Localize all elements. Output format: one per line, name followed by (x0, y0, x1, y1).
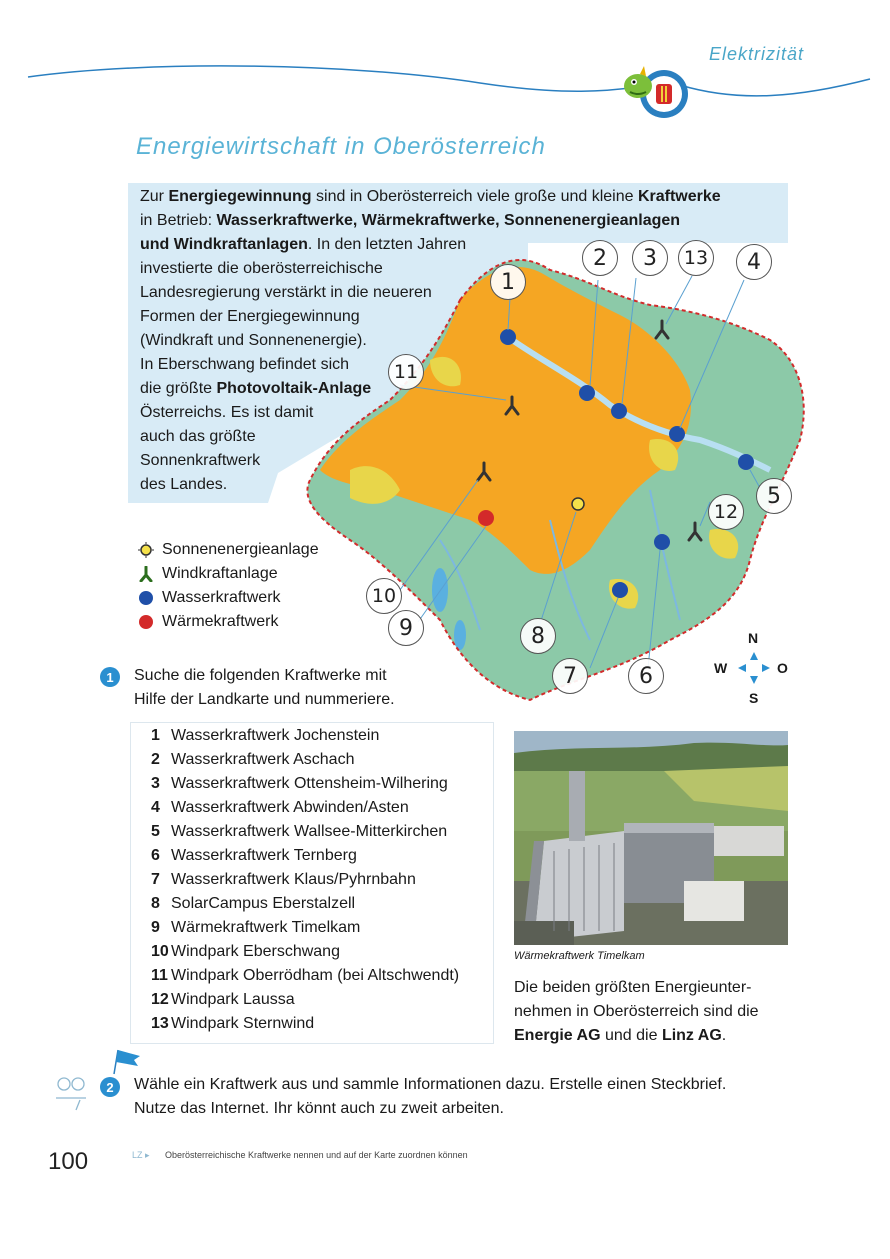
list-item-number: 10 (151, 943, 169, 960)
list-item-text: SolarCampus Eberstalzell (171, 895, 356, 912)
dragon-mascot-icon (620, 64, 692, 124)
list-item (151, 871, 416, 889)
list-item (151, 751, 354, 769)
legend-solar (138, 541, 319, 559)
compass-south: S (749, 690, 759, 706)
list-item (151, 775, 448, 793)
power-plant-list (130, 722, 494, 1044)
wind-turbine-icon (138, 566, 154, 582)
list-item-number: 2 (151, 751, 160, 768)
list-item (151, 943, 340, 961)
blue-dot-icon (138, 590, 154, 606)
chapter-label: Elektrizität (708, 44, 804, 64)
intro-line-9: die größte Photovoltaik-Anlage (140, 380, 372, 397)
list-item-number: 4 (151, 799, 160, 816)
task-1-text: Suche die folgenden Kraftwerke mit Hilfe der Landkarte und nummeriere. (134, 667, 395, 708)
map-number-label: 12 (708, 494, 744, 530)
map-number-label: 13 (678, 240, 714, 276)
hydro-marker-ternberg (654, 534, 670, 550)
task-2-badge: 2 (100, 1077, 120, 1097)
intro-line-3: und Windkraftanlagen. In den letzten Jahren (140, 236, 467, 253)
map-number-label: 9 (388, 610, 424, 646)
intro-line-12: Sonnenkraftwerk (140, 452, 261, 469)
map-number-label: 4 (736, 244, 772, 280)
list-item-number: 7 (151, 871, 160, 888)
list-item-text: Windpark Oberrödham (bei Altschwendt) (171, 967, 460, 984)
photo-caption: Wärmekraftwerk Timelkam (514, 950, 645, 962)
list-item-number: 8 (151, 895, 160, 912)
companies-text: Die beiden größten Energieunter- nehmen in Oberösterreich sind die Energie AG und die Linz AG. (514, 979, 759, 1044)
list-item-number: 13 (151, 1015, 169, 1032)
compass-north: N (748, 630, 759, 646)
list-item-text: Wasserkraftwerk Wallsee-Mitterkirchen (171, 823, 448, 840)
compass-west: W (714, 660, 728, 676)
intro-line-4: investierte die oberösterreichische (140, 260, 383, 277)
list-item-text: Wasserkraftwerk Aschach (171, 751, 355, 768)
legend-label: Wasserkraftwerk (162, 589, 281, 606)
list-item (151, 991, 295, 1009)
list-item (151, 967, 459, 985)
intro-line-6: Formen der Energiegewinnung (140, 308, 360, 325)
legend-wind (138, 565, 278, 583)
page-number: 100 (48, 1148, 89, 1175)
section-title: Energiewirtschaft in Oberösterreich (136, 133, 546, 160)
list-item-text: Windpark Sternwind (171, 1015, 315, 1032)
intro-line-1: Zur Energiegewinnung sind in Oberösterreich viele große und kleine Kraftwerke (140, 188, 721, 205)
legend-label: Wärmekraftwerk (162, 613, 279, 630)
task-2-text: Wähle ein Kraftwerk aus und sammle Informationen dazu. Erstelle einen Steckbrief. Nutze das Internet. Ihr könnt auch zu zweit arbeiten. (134, 1076, 727, 1117)
list-item-text: Windpark Eberschwang (171, 943, 340, 960)
list-item-number: 5 (151, 823, 160, 840)
map-number-label: 11 (388, 354, 424, 390)
map-number-label: 2 (582, 240, 618, 276)
list-item-number: 11 (151, 967, 168, 984)
pair-work-icon (52, 1072, 92, 1112)
list-item (151, 823, 447, 841)
intro-line-10: Österreichs. Es ist damit (140, 404, 314, 421)
intro-line-7: (Windkraft und Sonnenenergie). (140, 332, 367, 349)
list-item-text: Wärmekraftwerk Timelkam (171, 919, 361, 936)
list-item (151, 799, 409, 817)
list-item-number: 6 (151, 847, 160, 864)
list-item-text: Windpark Laussa (171, 991, 295, 1008)
list-item-number: 12 (151, 991, 169, 1008)
list-item-text: Wasserkraftwerk Ottensheim-Wilhering (171, 775, 448, 792)
footer-learning-goal: Oberösterreichische Kraftwerke nennen und auf der Karte zuordnen können (165, 1150, 468, 1160)
map-number-label: 8 (520, 618, 556, 654)
list-item-number: 9 (151, 919, 160, 936)
list-item-number: 1 (151, 727, 160, 744)
map-number-label: 7 (552, 658, 588, 694)
list-item-number: 3 (151, 775, 160, 792)
list-item (151, 847, 357, 865)
map-number-label: 10 (366, 578, 402, 614)
header-wave-line (0, 55, 890, 125)
intro-line-8: In Eberschwang befindet sich (140, 356, 350, 373)
list-item-text: Wasserkraftwerk Ternberg (171, 847, 357, 864)
internet-flag-icon (108, 1046, 144, 1076)
thermal-marker-timelkam (478, 510, 494, 526)
legend-thermal (138, 613, 278, 631)
map-number-label: 5 (756, 478, 792, 514)
compass-east: O (777, 660, 788, 676)
legend-hydro (138, 589, 281, 607)
intro-line-13: des Landes. (140, 476, 228, 493)
sun-icon (138, 542, 154, 558)
footer-lz-marker: LZ ▸ (132, 1150, 150, 1160)
map-number-label: 3 (632, 240, 668, 276)
intro-line-11: auch das größte (140, 428, 256, 445)
list-item (151, 727, 379, 745)
red-dot-icon (138, 614, 154, 630)
intro-line-5: Landesregierung verstärkt in die neueren (140, 284, 432, 301)
map-number-label: 1 (490, 264, 526, 300)
legend-label: Windkraftanlage (162, 565, 278, 582)
legend-label: Sonnenenergieanlage (162, 541, 319, 558)
list-item (151, 1015, 314, 1033)
compass-arrows (726, 640, 782, 696)
photo-power-plant-timelkam (514, 731, 788, 945)
intro-line-2: in Betrieb: Wasserkraftwerke, Wärmekraftwerke, Sonnenenergieanlagen (140, 212, 681, 229)
list-item-text: Wasserkraftwerk Abwinden/Asten (171, 799, 409, 816)
task-1-badge: 1 (100, 667, 120, 687)
list-item-text: Wasserkraftwerk Jochenstein (171, 727, 380, 744)
map-number-label: 6 (628, 658, 664, 694)
list-item (151, 919, 360, 937)
intro-text-box (128, 183, 788, 503)
hydro-marker-klaus (612, 582, 628, 598)
list-item-text: Wasserkraftwerk Klaus/Pyhrnbahn (171, 871, 416, 888)
list-item (151, 895, 355, 913)
